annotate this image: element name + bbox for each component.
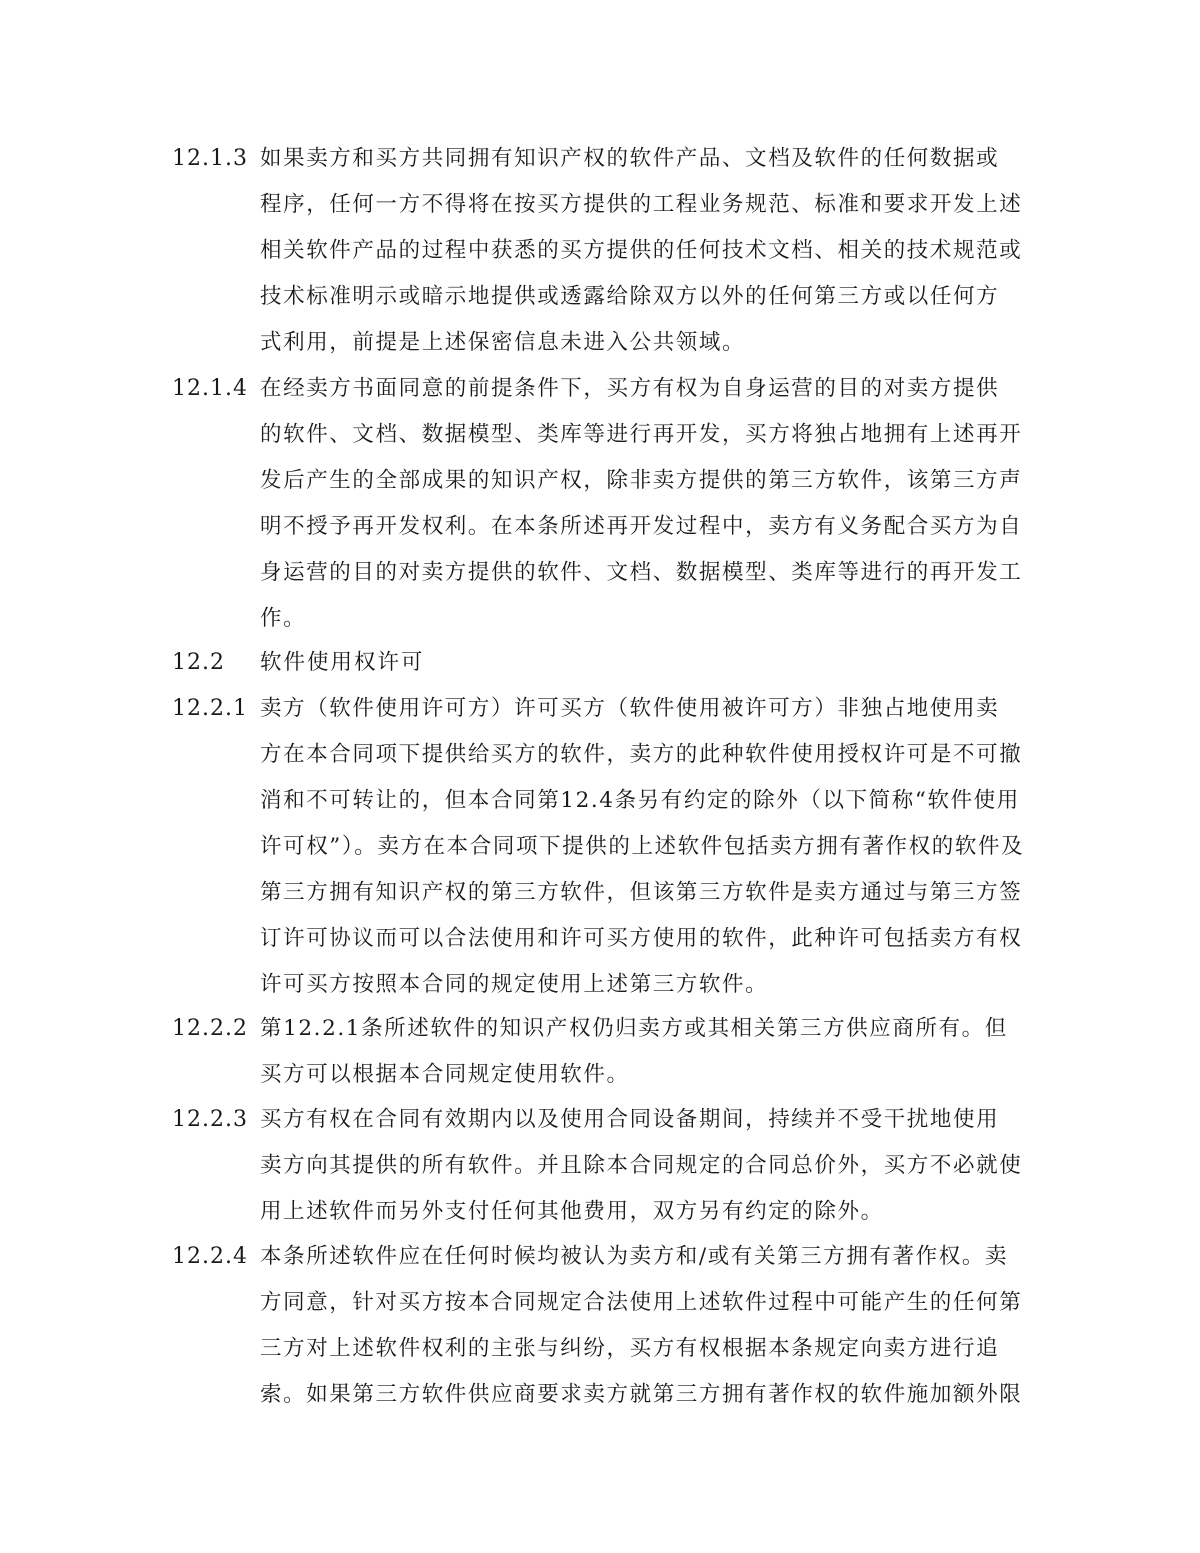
clause-line: 作。 [260, 606, 307, 631]
clause-line: 索。如果第三方软件供应商要求卖方就第三方拥有著作权的软件施加额外限 [260, 1382, 1023, 1407]
clause-line: 许可买方按照本合同的规定使用上述第三方软件。 [260, 972, 769, 997]
clause-line: 方在本合同项下提供给买方的软件，卖方的此种软件使用授权许可是不可撤 [260, 742, 1023, 767]
clause-12-2-2 [172, 1006, 1032, 1098]
clause-body [260, 366, 1032, 642]
clause-number: 12.1.4 [172, 376, 248, 401]
clause-line: 许可权”）。卖方在本合同项下提供的上述软件包括卖方拥有著作权的软件及 [260, 834, 1025, 859]
clause-number: 12.2.3 [172, 1107, 248, 1132]
clause-line: 消和不可转让的，但本合同第12.4条另有约定的除外（以下简称“软件使用 [260, 788, 1020, 813]
clause-body [260, 686, 1032, 1008]
clause-body [260, 1097, 1032, 1235]
clause-line: 本条所述软件应在任何时候均被认为卖方和/或有关第三方拥有著作权。卖 [260, 1244, 1009, 1269]
clause-number: 12.2.2 [172, 1016, 248, 1041]
clause-line: 技术标准明示或暗示地提供或透露给除双方以外的任何第三方或以任何方 [260, 284, 1000, 309]
clause-line: 三方对上述软件权利的主张与纠纷，买方有权根据本条规定向卖方进行追 [260, 1336, 1000, 1361]
clause-body [260, 1234, 1032, 1418]
clause-line: 买方可以根据本合同规定使用软件。 [260, 1062, 630, 1087]
clause-line: 第三方拥有知识产权的第三方软件，但该第三方软件是卖方通过与第三方签 [260, 880, 1023, 905]
clause-line: 卖方向其提供的所有软件。并且除本合同规定的合同总价外，买方不必就使 [260, 1153, 1023, 1178]
clause-12-2-1 [172, 686, 1032, 1008]
section-title [260, 640, 1032, 686]
section-heading-12-2 [172, 640, 1032, 686]
clause-line: 的软件、文档、数据模型、类库等进行再开发，买方将独占地拥有上述再开 [260, 422, 1023, 447]
clause-line: 相关软件产品的过程中获悉的买方提供的任何技术文档、相关的技术规范或 [260, 238, 1023, 263]
clause-number: 12.2.4 [172, 1244, 248, 1269]
clause-number: 12.2.1 [172, 696, 248, 721]
clause-line: 订许可协议而可以合法使用和许可买方使用的软件，此种许可包括卖方有权 [260, 926, 1023, 951]
section-title-text: 软件使用权许可 [260, 650, 425, 675]
clause-line: 发后产生的全部成果的知识产权，除非卖方提供的第三方软件，该第三方声 [260, 468, 1023, 493]
clause-line: 程序，任何一方不得将在按买方提供的工程业务规范、标准和要求开发上述 [260, 192, 1023, 217]
clause-line: 用上述软件而另外支付任何其他费用，双方另有约定的除外。 [260, 1199, 884, 1224]
clause-line: 明不授予再开发权利。在本条所述再开发过程中，卖方有义务配合买方为自 [260, 514, 1023, 539]
clause-line: 买方有权在合同有效期内以及使用合同设备期间，持续并不受干扰地使用 [260, 1107, 1000, 1132]
clause-12-2-4 [172, 1234, 1032, 1418]
clause-line: 在经卖方书面同意的前提条件下，买方有权为自身运营的目的对卖方提供 [260, 376, 1000, 401]
section-number: 12.2 [172, 650, 225, 675]
clause-line: 身运营的目的对卖方提供的软件、文档、数据模型、类库等进行的再开发工 [260, 560, 1023, 585]
clause-line: 方同意，针对买方按本合同规定合法使用上述软件过程中可能产生的任何第 [260, 1290, 1023, 1315]
clause-12-1-4 [172, 366, 1032, 642]
clause-12-2-3 [172, 1097, 1032, 1235]
clause-body [260, 136, 1032, 366]
clause-body [260, 1006, 1032, 1098]
clause-line: 卖方（软件使用许可方）许可买方（软件使用被许可方）非独占地使用卖 [260, 696, 1000, 721]
clause-12-1-3 [172, 136, 1032, 366]
clause-line: 第12.2.1条所述软件的知识产权仍归卖方或其相关第三方供应商所有。但 [260, 1016, 1008, 1041]
clause-number: 12.1.3 [172, 146, 248, 171]
clause-line: 式利用，前提是上述保密信息未进入公共领域。 [260, 330, 746, 355]
clause-line: 如果卖方和买方共同拥有知识产权的软件产品、文档及软件的任何数据或 [260, 146, 1000, 171]
